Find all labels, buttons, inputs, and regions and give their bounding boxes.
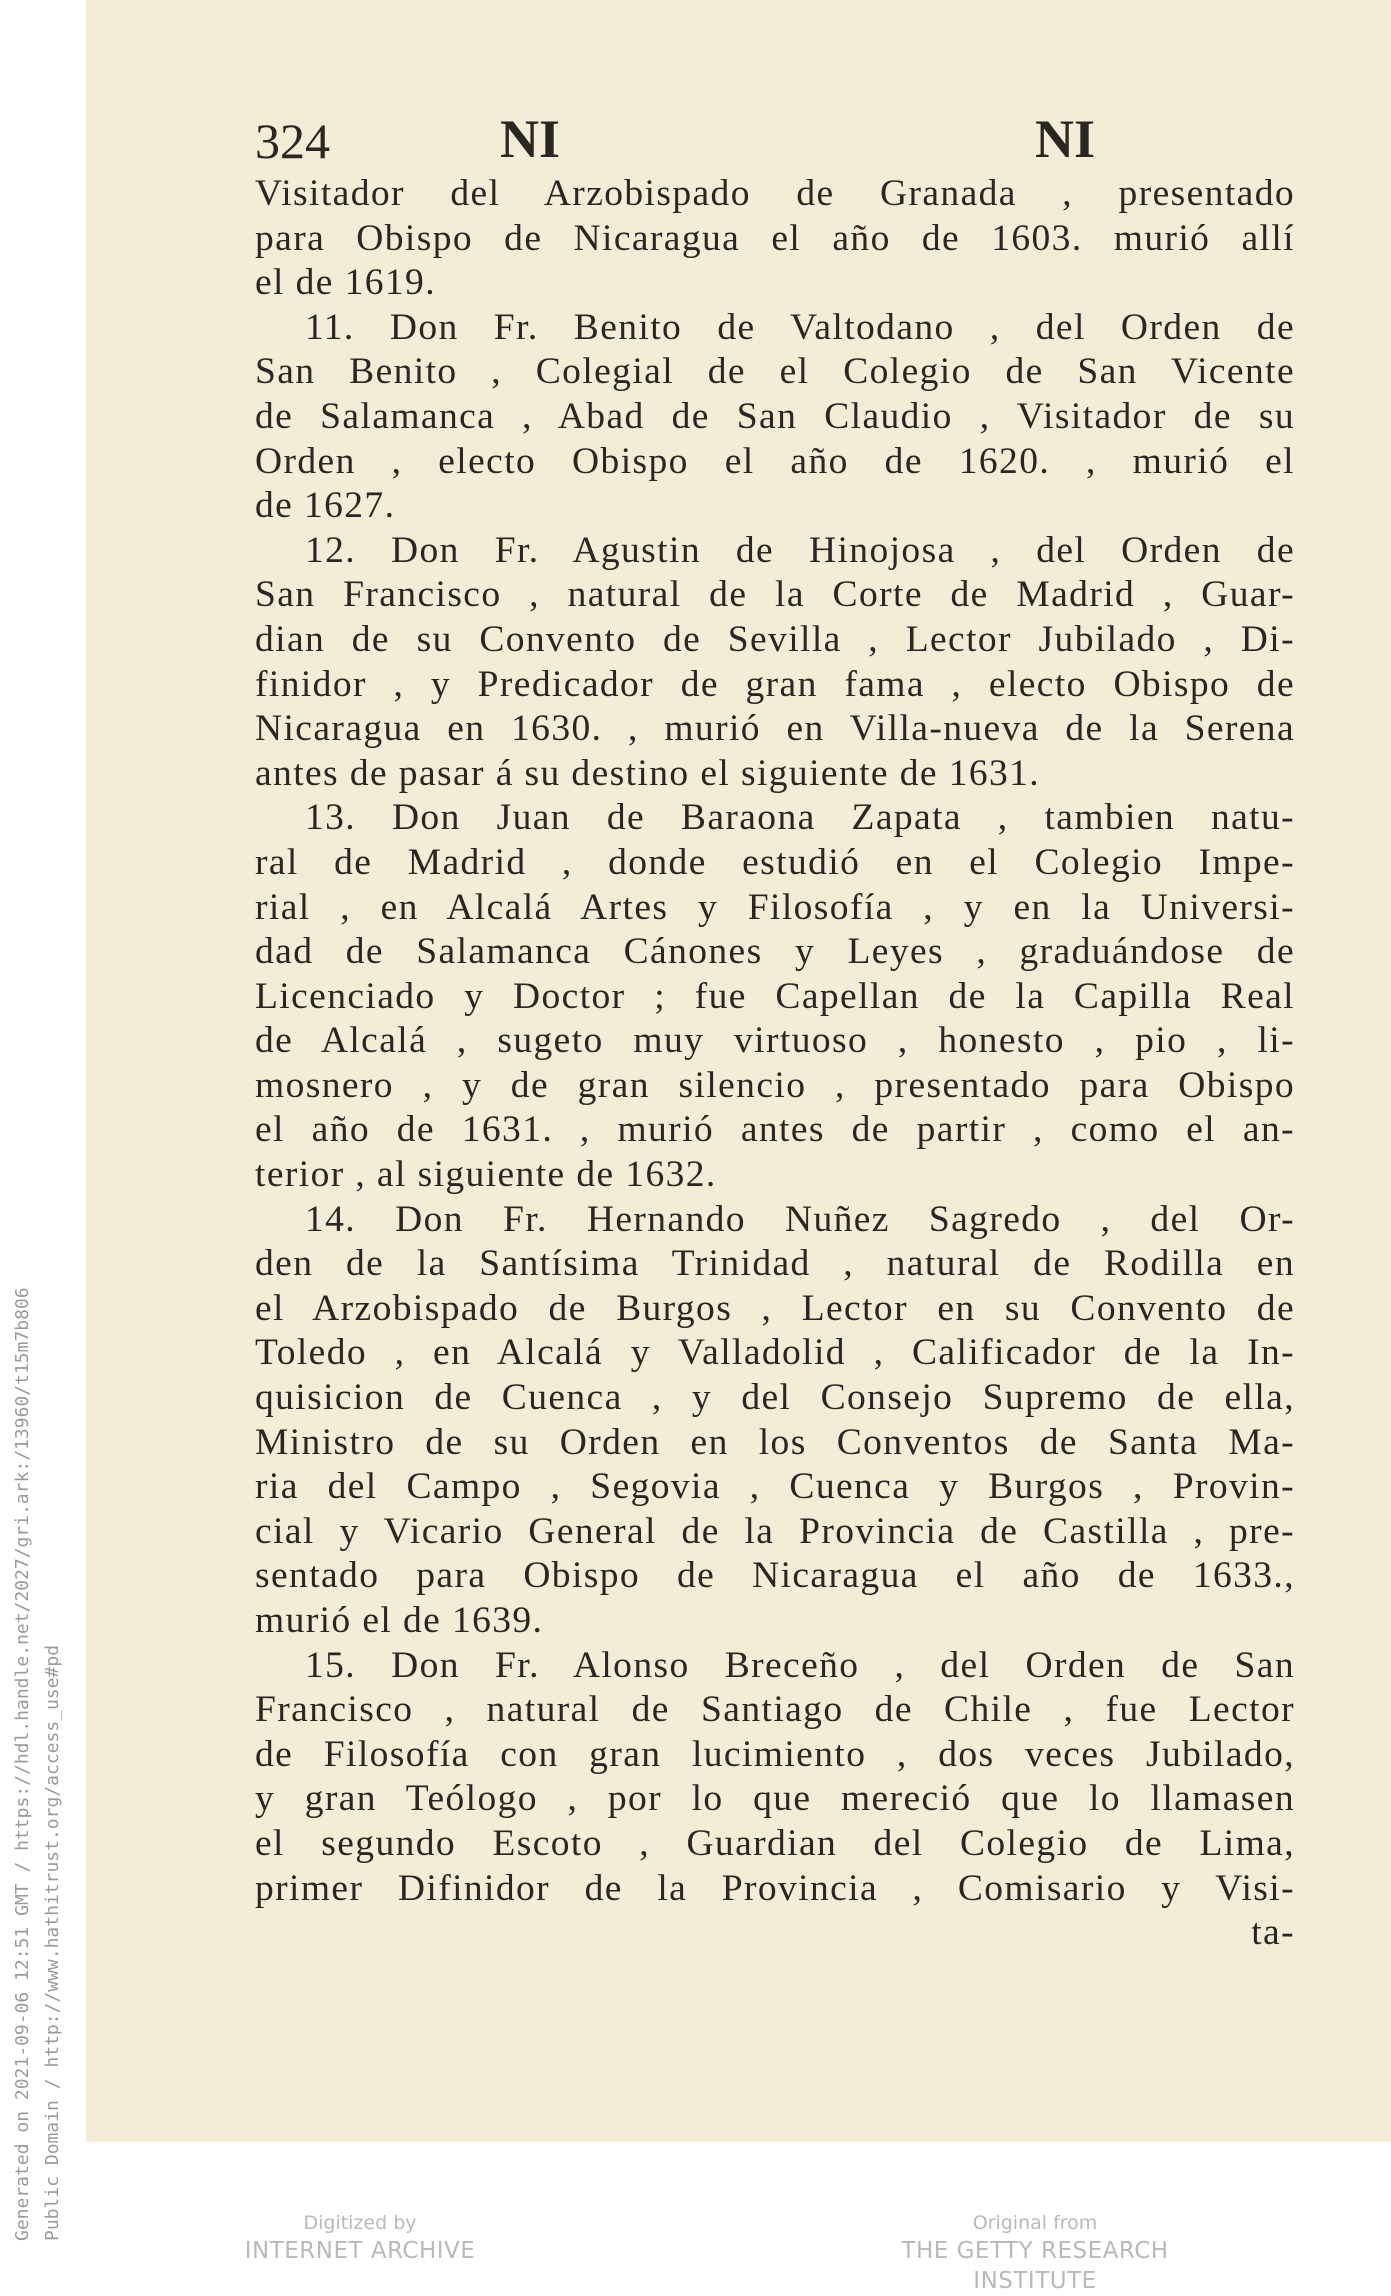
page-number: 324	[255, 113, 330, 169]
text-line: el de 1619.	[255, 262, 436, 304]
text-line: terior , al siguiente de 1632.	[255, 1154, 717, 1196]
getty-institute-label: THE GETTY RESEARCH INSTITUTE	[901, 2238, 1169, 2294]
text-line: de Alcalá , sugeto muy virtuoso , honesto , pio , li-	[255, 1020, 1295, 1062]
text-line: mosnero , y de gran silencio , presentado para Obispo	[255, 1064, 1295, 1106]
text-line: San Francisco , natural de la Corte de Madrid , Guar-	[255, 574, 1295, 616]
text-line: para Obispo de Nicaragua el año de 1603. murió allí	[255, 217, 1295, 259]
digitized-by-label: Digitized by	[303, 2212, 417, 2234]
text-line: Orden , electo Obispo el año de 1620. , murió el	[255, 440, 1295, 482]
text-line: ria del Campo , Segovia , Cuenca y Burgos , Provin-	[255, 1466, 1295, 1508]
text-line: Visitador del Arzobispado de Granada , presentado	[255, 173, 1295, 214]
text-line: cial y Vicario General de la Provincia de Castilla , pre-	[255, 1510, 1295, 1552]
hathitrust-side-stamp	[0, 0, 70, 2271]
original-from-label: Original from	[972, 2212, 1098, 2234]
text-line: dian de su Convento de Sevilla , Lector Jubilado , Di-	[255, 618, 1295, 660]
side-stamp-text	[8, 1287, 68, 2241]
text-line: 14. Don Fr. Hernando Nuñez Sagredo , del Or-	[305, 1198, 1295, 1240]
text-line: Francisco , natural de Santiago de Chile , fue Lector	[255, 1689, 1295, 1731]
text-line: antes de pasar á su destino el siguiente de 1631.	[255, 752, 1041, 794]
digitized-by-credit	[230, 2210, 490, 2266]
text-line: quisicion de Cuenca , y del Consejo Supremo de ella,	[255, 1377, 1295, 1419]
text-line: San Benito , Colegial de el Colegio de San Vicente	[255, 351, 1295, 393]
side-stamp-line-2: Public Domain / http://www.hathitrust.org/access_use#pd	[42, 1644, 63, 2241]
catchword: ta-	[1251, 1912, 1295, 1954]
text-line: de Salamanca , Abad de San Claudio , Visitador de su	[255, 395, 1295, 437]
text-line: 12. Don Fr. Agustin de Hinojosa , del Orden de	[305, 529, 1295, 571]
text-line: de Filosofía con gran lucimiento , dos veces Jubilado,	[255, 1733, 1295, 1775]
text-line: dad de Salamanca Cánones y Leyes , graduándose de	[255, 931, 1295, 973]
side-stamp-line-1: Generated on 2021-09-06 12:51 GMT / https://hdl.handle.net/2027/gri.ark:/13960/t15m7b806	[12, 1287, 33, 2241]
text-line: 13. Don Juan de Baraona Zapata , tambien natu-	[305, 797, 1295, 839]
body-text	[255, 172, 1295, 1956]
text-line: ral de Madrid , donde estudió en el Colegio Impe-	[255, 841, 1295, 883]
running-head-left: NI	[500, 109, 561, 169]
running-head-right: NI	[1035, 109, 1096, 169]
text-line: el segundo Escoto , Guardian del Colegio de Lima,	[255, 1822, 1295, 1864]
page-header	[255, 108, 1115, 178]
text-line: sentado para Obispo de Nicaragua el año de 1633.,	[255, 1555, 1295, 1597]
text-line: Licenciado y Doctor ; fue Capellan de la Capilla Real	[255, 975, 1295, 1017]
text-line: finidor , y Predicador de gran fama , electo Obispo de	[255, 663, 1295, 705]
text-line: Nicaragua en 1630. , murió en Villa-nueva de la Serena	[255, 708, 1295, 750]
internet-archive-label: INTERNET ARCHIVE	[244, 2238, 476, 2264]
text-line: el Arzobispado de Burgos , Lector en su Convento de	[255, 1287, 1295, 1329]
text-line: de 1627.	[255, 485, 396, 527]
text-line: murió el de 1639.	[255, 1600, 544, 1641]
text-line: el año de 1631. , murió antes de partir , como el an-	[255, 1109, 1295, 1151]
original-from-credit	[855, 2210, 1215, 2296]
text-line: y gran Teólogo , por lo que mereció que lo llamasen	[255, 1778, 1295, 1820]
text-line: 15. Don Fr. Alonso Breceño , del Orden de San	[305, 1644, 1295, 1686]
text-line: primer Difinidor de la Provincia , Comisario y Visi-	[255, 1867, 1295, 1909]
text-line: den de la Santísima Trinidad , natural de Rodilla en	[255, 1243, 1295, 1285]
text-line: 11. Don Fr. Benito de Valtodano , del Orden de	[305, 306, 1295, 348]
text-line: Toledo , en Alcalá y Valladolid , Calificador de la In-	[255, 1332, 1295, 1374]
text-line: Ministro de su Orden en los Conventos de Santa Ma-	[255, 1421, 1295, 1463]
text-line: rial , en Alcalá Artes y Filosofía , y en la Universi-	[255, 886, 1295, 928]
